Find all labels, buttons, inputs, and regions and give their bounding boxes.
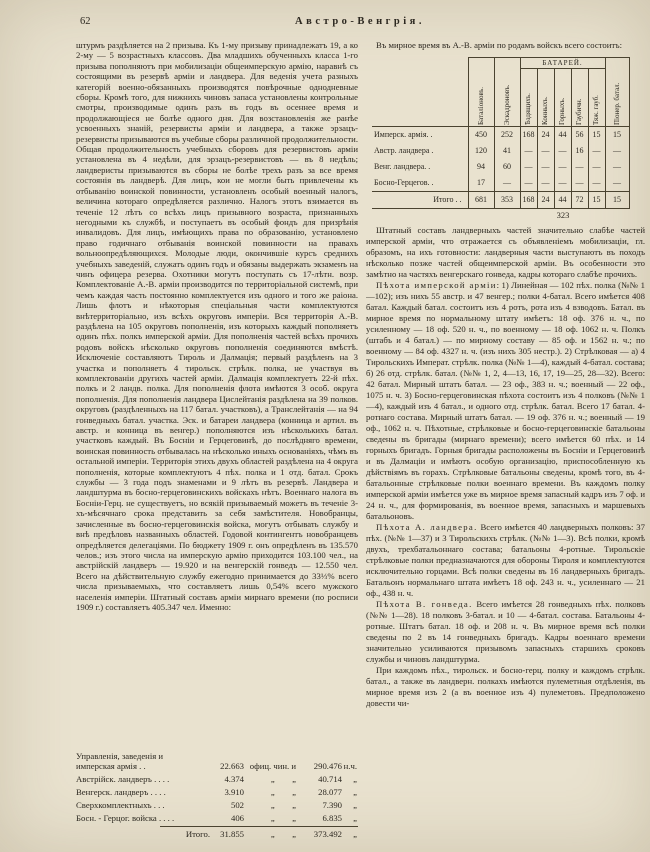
paragraph bbox=[366, 665, 645, 709]
staff-units: „ „ bbox=[270, 774, 296, 784]
column-header-battery-type: Конныхъ. bbox=[537, 69, 554, 127]
staff-officers: 502 bbox=[230, 800, 244, 810]
page-title: Австро-Венгрія. bbox=[295, 16, 425, 27]
batteries-grand-total: 323 bbox=[556, 209, 570, 220]
staff-officers: 22.663 bbox=[220, 761, 244, 771]
forces-cell: 168 bbox=[520, 191, 537, 208]
staff-units: „ „ bbox=[270, 787, 296, 797]
forces-cell: 44 bbox=[554, 191, 571, 208]
paragraph bbox=[366, 225, 645, 280]
forces-row bbox=[372, 159, 629, 175]
column-header-battery-type: Тяж. гауб. bbox=[588, 69, 605, 127]
staff-men-unit: „ bbox=[353, 829, 357, 839]
forces-row-label: Имперск. армія. . bbox=[372, 126, 468, 143]
staff-table bbox=[76, 751, 358, 842]
forces-row bbox=[372, 175, 629, 192]
staff-total-row bbox=[76, 829, 358, 839]
forces-table bbox=[372, 57, 630, 209]
staff-row-label: Венгерск. ландверъ . . . . bbox=[76, 787, 166, 797]
staff-row-label: Сверхкомплектныхъ . . . bbox=[76, 800, 165, 810]
forces-cell: 120 bbox=[468, 143, 494, 159]
staff-row-label: Австрійск. ландверъ . . . . bbox=[76, 774, 170, 784]
staff-units: „ „ bbox=[270, 829, 296, 839]
staff-units: офиц. чин. и bbox=[249, 761, 296, 771]
staff-men: 28.077 bbox=[318, 787, 342, 797]
forces-total-label: Итого . . bbox=[372, 191, 468, 208]
column-group-batteries: БАТАРЕЙ. bbox=[520, 57, 605, 69]
forces-corner-cell bbox=[372, 57, 468, 126]
forces-row bbox=[372, 143, 629, 159]
staff-row bbox=[76, 774, 358, 784]
forces-cell: — bbox=[494, 175, 520, 192]
forces-cell: — bbox=[537, 143, 554, 159]
forces-total-row bbox=[372, 191, 629, 208]
paragraph bbox=[366, 522, 645, 599]
forces-cell: 60 bbox=[494, 159, 520, 175]
forces-cell: — bbox=[605, 143, 629, 159]
paragraph-text: : 1) Линейная — 102 пѣх. полка (№№ 1—102); изъ нихъ 55 австр. и 47 венгер.; полки 4-батал. Всего имѣется 408 батал. Каждый батал. состоитъ изъ 4 ротъ, рота изъ 4 взводовъ. Батал. въ мирное время по нормальному штату имѣетъ: 18 оф. 376 н. ч., по усиленному — 18 оф. 520 н. ч., по военному — 18 оф. 1062 н. ч. Полкъ (штабъ и 4 батал.) — по мирному составу — 85 оф. и 1562 н. ч.; по военному — 84 оф. 4327 н. ч. (изъ нихъ 305 нестр.). 2) Стрѣлковая — а) 4 Тирольскихъ Императ. стрѣлк. полка (№№ 1—4), каждый 4-батал. состава; б) 26 отд. стрѣлк. батал. (№№ 1, 2, 4—13, 16, 17, 19—25, 28—32). Всего: 42 батал. Мирный штатъ батал. — 23 оф., 383 н. ч.; военный — 22 оф., 1075 н. ч. 3) Босно-герцеговинская пѣхота состоитъ изъ 4 полковъ (№№ 1—4), каждый изъ 4 батал., и одного отд. стрѣлк. батал. Всего 17 батал. 4-ротнаго состава. Мирный штатъ батал. — 19 оф. 376 н. ч.; военный — 19 оф., 1062 н. ч. Пѣхотные, стрѣлковые и босно-герцеговинскіе батальоны сведены въ бригады (мирнаго времени); всего имѣется 60 пѣх. и 14 горныхъ бригадъ. Горныя бригады расположены въ Босніи и Герцеговинѣ и въ Далмаціи и имѣютъ особую организацію, приспособленную къ дѣйствіямъ въ горахъ. Стрѣлковые батальоны сведены, кромѣ того, въ 4-батальонные стрѣлковые полки военнаго времени. Въ каждомъ полку имперской арміи имѣется уже въ мирное время запасный кадръ изъ 7 оф. и 24 н. ч., для формированія, въ военное время, запасныхъ и маршевыхъ батальоновъ. bbox=[366, 279, 645, 521]
staff-men-total: 373.492 bbox=[313, 829, 342, 839]
forces-cell: — bbox=[588, 143, 605, 159]
forces-cell: — bbox=[537, 175, 554, 192]
forces-row bbox=[372, 126, 629, 143]
forces-cell: 17 bbox=[468, 175, 494, 192]
column-header-squadrons: Эскадроновъ. bbox=[494, 57, 520, 126]
staff-men: 7.390 bbox=[322, 800, 342, 810]
paragraph-text: Всего имѣется 40 ландверныхъ полковъ: 37 пѣх. (№№ 1—37) и 3 Тирольскихъ стрѣлк. (№№ 1—3). Всѣ полки, кромѣ двухъ, трехбатальоннаго состава; батальоны 4-ротные. Тирольскіе стрѣлковые полки предназначаются для обороны Тироля и комплектуются исключительно горцами. Всѣ полки сведены въ 16 ландверныхъ бригадъ. Батальонъ нормальнаго штата имѣетъ 18 оф. 243 н. ч., усиленнаго — 21 оф., 438 н. ч. bbox=[366, 521, 645, 598]
staff-officers: 406 bbox=[230, 813, 244, 823]
column-header-battery-type: Ѣздящихъ. bbox=[520, 69, 537, 127]
paragraph-lead: Пѣхота А. ландвера. bbox=[376, 521, 478, 532]
forces-cell: — bbox=[520, 159, 537, 175]
forces-cell: — bbox=[554, 175, 571, 192]
forces-intro: Въ мирное время въ А.-В. арміи по родамъ войскъ всего состоитъ: bbox=[376, 40, 623, 50]
staff-total-rule bbox=[160, 826, 358, 827]
forces-cell: — bbox=[554, 159, 571, 175]
forces-cell: 44 bbox=[554, 126, 571, 143]
forces-cell: 41 bbox=[494, 143, 520, 159]
forces-cell: 56 bbox=[571, 126, 588, 143]
forces-cell: 16 bbox=[571, 143, 588, 159]
column-header-battery-type: Гаубичн. bbox=[571, 69, 588, 127]
staff-men-unit: „ bbox=[353, 787, 357, 797]
forces-cell: — bbox=[520, 143, 537, 159]
forces-cell: 94 bbox=[468, 159, 494, 175]
paragraph-lead: Пѣхота В. гонведа. bbox=[376, 598, 473, 609]
staff-row bbox=[76, 751, 358, 771]
forces-cell: 15 bbox=[605, 191, 629, 208]
forces-cell: — bbox=[571, 159, 588, 175]
right-column bbox=[366, 40, 645, 844]
staff-row-label: Босн. - Герцог. войска . . . . bbox=[76, 813, 175, 823]
page-header bbox=[76, 16, 644, 32]
paragraph-text: Всего имѣется 28 гонведныхъ пѣх. полковъ (№№ 1—28). 18 полковъ 3-батал. и 10 — 4-батал. состава. Батальоны 4-ротные. Штатъ батал. 18 оф. и 208 н. ч. Въ мирное время всѣ полки сведены по 2 въ 14 гонведныхъ бригадъ. Кадры военнаго времени значительно усиливаются призывомъ запасныхъ старшихъ сроковъ службы и чиновъ ландштурма. bbox=[366, 598, 645, 664]
forces-cell: 15 bbox=[605, 126, 629, 143]
staff-officers: 3.910 bbox=[224, 787, 244, 797]
column-header-battery-type: Горныхъ. bbox=[554, 69, 571, 127]
forces-cell: 681 bbox=[468, 191, 494, 208]
forces-cell: 24 bbox=[537, 126, 554, 143]
staff-men-unit: „ bbox=[353, 800, 357, 810]
staff-officers: 4.374 bbox=[224, 774, 244, 784]
right-column-text bbox=[366, 225, 645, 783]
staff-row-label: Управленія, заведенія и имперская армія . . bbox=[76, 751, 164, 771]
paragraph-text: Штатный составъ ландверныхъ частей значительно слабѣе частей имперской арміи, что отражается съ объявленіемъ мобилизаціи, гл. образомъ, на ихъ готовности: ландверныя части выступаютъ въ походъ нѣсколько позже частей общеимперской арміи. Въ особенности это замѣтно на частяхъ венгерскаго гонведа, кадры котораго слабѣе прочихъ. bbox=[366, 224, 645, 279]
staff-units: „ „ bbox=[270, 800, 296, 810]
staff-units: „ „ bbox=[270, 813, 296, 823]
staff-row bbox=[76, 787, 358, 797]
forces-cell: — bbox=[571, 175, 588, 192]
paragraph-lead: Пѣхота имперской арміи bbox=[376, 279, 497, 290]
forces-cell: 353 bbox=[494, 191, 520, 208]
forces-cell: — bbox=[605, 175, 629, 192]
forces-cell: 252 bbox=[494, 126, 520, 143]
staff-men-unit: „ bbox=[353, 774, 357, 784]
staff-men-unit: н.ч. bbox=[343, 761, 357, 771]
staff-men: 40.714 bbox=[318, 774, 342, 784]
forces-cell: 15 bbox=[588, 191, 605, 208]
forces-cell: 168 bbox=[520, 126, 537, 143]
left-column-text: штурмъ раздѣляется на 2 призыва. Къ 1-му призыву принадлежатъ 19, а ко 2-му — 5 возрастныхъ классовъ. Два младшихъ обученныхъ класса 1-го призыва пополняютъ при мобилизаціи общеимперскую армію, наравнѣ съ состоящими въ резервѣ арміи и ландвера. Для веденія учета разныхъ категорій военно-обязанныхъ производятся повѣрочные однодневные сборы. Кромѣ того, для нижнихъ чиновъ запаса установлены контрольные смотры, производимые одинъ разъ въ годъ въ осеннее время и продолжающіеся не болѣе одного дня. Для возстановленія же ранѣе усвоенныхъ знаній, резервисты арміи и ландвера, а также эрзацъ-резервисты призываются въ учебные сборы различной продолжительности. Общая продолжительность учебныхъ сборовъ для резервистовъ арміи установлена въ 4 недѣли, для эрзацъ-резервистовъ — въ 8 недѣль; ландверисты призываются въ сборы не болѣе трехъ разъ за все время состоянія въ ландверѣ. Для лицъ, кои не могли быть привлечены къ отбыванію воинской повинности, установленъ особый военный налогъ, величина котораго опредѣляется различно. Налогъ этотъ взимается въ теченіе 12 лѣтъ со всѣхъ лицъ призывного возраста, признанныхъ негодными къ службѣ, и поступаетъ въ особый фондъ для призрѣнія инвалидовъ. Для лицъ, имѣющихъ права по образованію, установлено право годичнаго отбыванія воинской повинности на правахъ вольноопредѣляющихся. Молодые люди, окончившіе курсъ среднихъ учебныхъ заведеній, служатъ одинъ годъ и обязаны выдержать экзаменъ на чинъ офицера резерва. Охотники могутъ поступать съ 17-лѣтн. возр. Комплектованіе А.-В. арміи производится по территоріальной системѣ, при чемъ каждая часть постоянно комплектуется изъ одного и того же раіона. Лишь флотъ и нѣкоторыя спеціальныя части комплектуются внѣтерриторіально, изъ всѣхъ округовъ имперіи. Вся территорія А.-В. раздѣлена на 105 округовъ пополненія, изъ которыхъ каждый пополняетъ одинъ пѣх. полкъ имперской арміи. Для пополненія частей всѣхъ прочихъ родовъ войскъ нѣсколько округовъ пополненія соединяются вмѣстѣ. Исключеніе составляютъ Тироль и Далмація; первый раздѣленъ на 3 участка и пополняетъ 4 тирольск. стрѣлк. полка, не участвуя въ комплектованіи другихъ частей арміи. Далмація комплектуетъ 22-й пѣх. полкъ и 2 ландв. полка. Для пополненія флота имѣются 3 особ. округа пополненія. Для пополненія ландвера Цислейтанія раздѣлена на 39 полков. округовъ (раздѣленныхъ на 117 батал. участковъ), а Транслейтанія — на 94 гонведныхъ батал. участка. Эск. и батареи ландвера (конница и артил. въ австр. и конница въ венгер.) пополняются изъ нѣсколькихъ батал. участковъ каждый. Въ Босніи и Герцеговинѣ, до послѣдняго времени, воинская повинность отбывалась на нѣсколько иныхъ основаніяхъ, чѣмъ въ остальной имперіи. Территорія этихъ двухъ областей раздѣлена на 4 округа пополненія, которые комплектуютъ 4 пѣх. полка и 1 отд. батал. Срокъ службы — 3 года подъ знаменами и 9 лѣтъ въ резервѣ. Ландвера и ландштурма въ босно-герцеговинскихъ войскахъ нѣтъ. Военнаго налога въ Босніи-Герц. не существуетъ, но всякій призываемый можетъ въ теченіе 3-хъ-мѣсячнаго срока представить за себя замѣстителя. Новобранцы, зачисленные въ босно-герцеговинскія войска, могутъ отбывать службу и внѣ предѣловъ названныхъ областей. Годовой контингентъ новобранцевъ опредѣляется делегаціями. По бюджету 1909 г. онъ опредѣленъ въ 135.570 челов.; изъ этого числа на имперскую армію приходится 103.100 чел., на австрійскій ландверъ — 19.920 и на венгерскій гонведъ — 12.550 чел. Всего на дѣйствительную службу ежегодно принимается до 33⅓% всего числа призываемыхъ, что составляетъ лишь 0,54% всего мужского населенія имперіи. Штатный составъ арміи мирнаго времени (по росписи 1909 г.) составляетъ 405.347 чел. Именно: bbox=[76, 40, 358, 612]
column-header-battalions: Баталіоновъ. bbox=[468, 57, 494, 126]
forces-cell: — bbox=[554, 143, 571, 159]
staff-row bbox=[76, 813, 358, 823]
forces-cell: 24 bbox=[537, 191, 554, 208]
forces-cell: 450 bbox=[468, 126, 494, 143]
forces-row-label: Австр. ландвера . bbox=[372, 143, 468, 159]
forces-cell: — bbox=[605, 159, 629, 175]
staff-men: 6.835 bbox=[322, 813, 342, 823]
forces-row-label: Босно-Герцегов. . bbox=[372, 175, 468, 192]
paragraph bbox=[366, 280, 645, 522]
forces-cell: 72 bbox=[571, 191, 588, 208]
staff-men-unit: „ bbox=[353, 813, 357, 823]
page-number: 62 bbox=[80, 16, 91, 27]
staff-row bbox=[76, 800, 358, 810]
staff-men: 290.476 bbox=[313, 761, 342, 771]
forces-row-label: Венг. ландвера. . bbox=[372, 159, 468, 175]
left-column bbox=[76, 40, 358, 844]
forces-cell: — bbox=[537, 159, 554, 175]
staff-officers-total: 31.855 bbox=[220, 829, 244, 839]
column-header-pioneers: Піонер. батал. bbox=[605, 57, 629, 126]
staff-total-label: Итого. bbox=[185, 829, 210, 839]
forces-cell: — bbox=[588, 159, 605, 175]
paragraph-text: При каждомъ пѣх., тирольск. и босно-герц. полку и каждомъ стрѣлк. батал., а также въ ландверн. полкахъ имѣются пулеметныя отдѣленія, въ мирное время изъ 2 (а въ военное изъ 4) пулеметовъ. Предположено довести чи- bbox=[366, 664, 645, 708]
forces-cell: — bbox=[588, 175, 605, 192]
paragraph bbox=[366, 599, 645, 665]
forces-cell: 15 bbox=[588, 126, 605, 143]
forces-cell: — bbox=[520, 175, 537, 192]
